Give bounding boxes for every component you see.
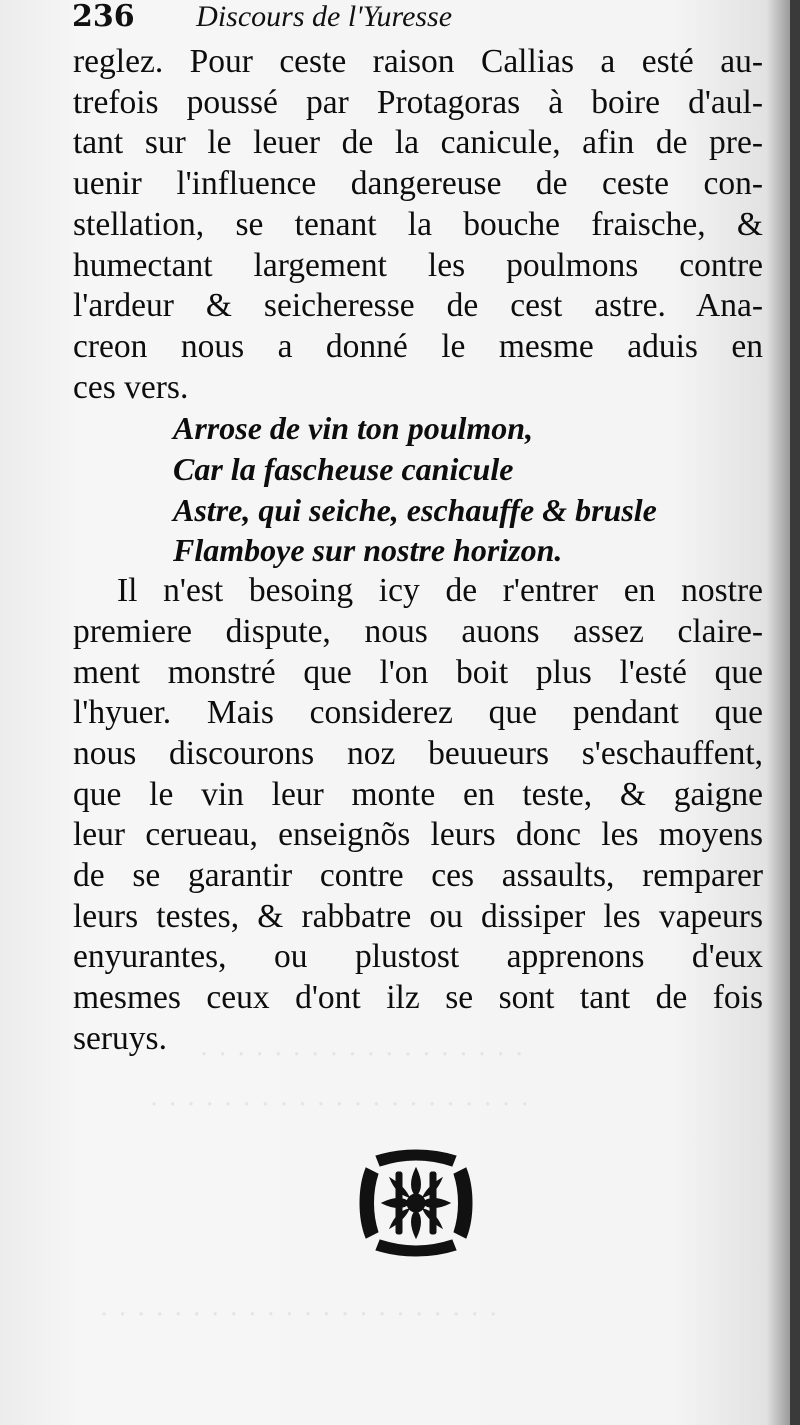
text-line: trefois poussé par Protagoras à boire d'aul- xyxy=(73,83,763,121)
text-line: creon nous a donné le mesme aduis en xyxy=(73,327,763,365)
verse-line: Car la fascheuse canicule xyxy=(173,451,514,488)
verse-line: Flamboye sur nostre horizon. xyxy=(173,532,563,569)
text-line: humectant largement les poulmons contre xyxy=(73,246,763,284)
page-number: 236 xyxy=(72,0,135,34)
text-line: l'ardeur & seicheresse de cest astre. Ana- xyxy=(73,287,763,325)
verse-line: Arrose de vin ton poulmon, xyxy=(173,410,534,447)
text-line: nous discourons noz beuueurs s'eschauffent, xyxy=(73,734,763,772)
text-line: tant sur le leuer de la canicule, afin de pre- xyxy=(73,124,763,162)
running-head xyxy=(72,0,452,34)
text-line: l'hyuer. Mais considerez que pendant que xyxy=(73,694,763,732)
text-line: seruys. xyxy=(73,1019,167,1057)
text-line: ces vers. xyxy=(73,368,189,406)
main-text xyxy=(73,42,763,1060)
text-line: enyurantes, ou plustost apprenons d'eux xyxy=(73,938,763,976)
text-line: leur cerueau, enseignõs leurs donc les moyens xyxy=(73,816,763,854)
text-line: que le vin leur monte en teste, & gaigne xyxy=(73,775,763,813)
text-line: ment monstré que l'on boit plus l'esté que xyxy=(73,653,763,691)
page-edge-shadow xyxy=(790,0,800,1425)
text-line: de se garantir contre ces assaults, remparer xyxy=(73,857,763,895)
text-line: premiere dispute, nous auons assez claire- xyxy=(73,612,763,650)
verse-block xyxy=(73,408,763,571)
running-title: Discours de l'Yuresse xyxy=(196,0,453,33)
show-through-texture: · · · · · · · · · · · · · · · · · · xyxy=(200,1040,525,1070)
verse-line: Astre, qui seiche, eschauffe & brusle xyxy=(173,491,657,528)
paragraph-2 xyxy=(73,571,763,1059)
fleuron-ornament-icon xyxy=(356,1148,476,1258)
text-line: Il n'est besoing icy de r'entrer en nostre xyxy=(117,572,763,610)
show-through-texture: · · · · · · · · · · · · · · · · · · · · · · xyxy=(100,1300,499,1330)
text-line: reglez. Pour ceste raison Callias a esté au- xyxy=(73,43,763,80)
text-line: leurs testes, & rabbatre ou dissiper les vapeurs xyxy=(73,897,763,935)
text-line: uenir l'influence dangereuse de ceste con- xyxy=(73,165,763,203)
paragraph-1 xyxy=(73,42,763,408)
text-line: mesmes ceux d'ont ilz se sont tant de fois xyxy=(73,979,763,1017)
text-line: stellation, se tenant la bouche fraische, & xyxy=(73,205,763,243)
show-through-texture: · · · · · · · · · · · · · · · · · · · · · xyxy=(150,1090,530,1120)
